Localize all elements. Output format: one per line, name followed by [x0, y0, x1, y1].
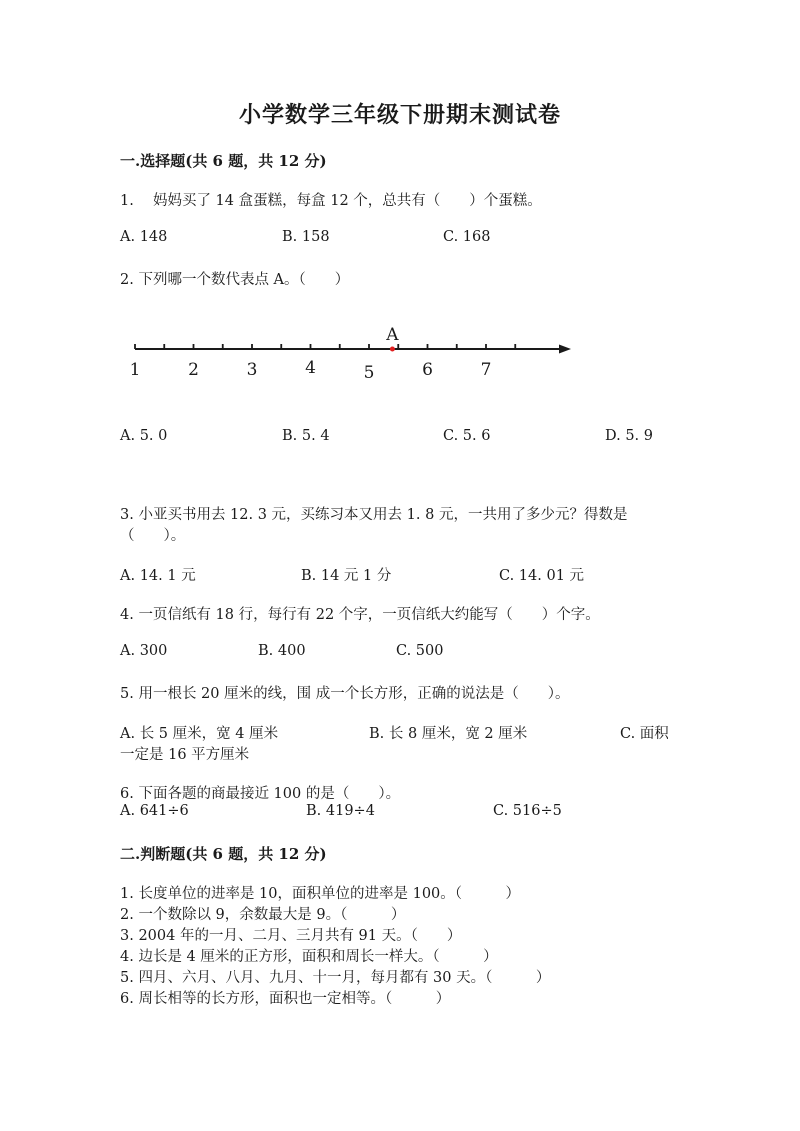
- point-a-marker: [390, 347, 395, 352]
- page-title: 小学数学三年级下册期末测试卷: [238, 102, 561, 128]
- q1-option-b[interactable]: B. 158: [282, 229, 330, 245]
- question-6: 6. 下面各题的商最接近 100 的是（ ）。: [120, 786, 401, 802]
- q6-option-b[interactable]: B. 419÷4: [306, 803, 375, 819]
- section-heading-choice: 一.选择题(共 6 题，共 12 分): [120, 152, 327, 170]
- q5-option-c-continued: 一定是 16 平方厘米: [120, 747, 250, 763]
- number-line-tick-label: 1: [129, 360, 141, 380]
- question-4: 4. 一页信纸有 18 行，每行有 22 个字，一页信纸大约能写（ ）个字。: [120, 607, 600, 623]
- q5-option-a[interactable]: A. 长 5 厘米，宽 4 厘米: [120, 726, 279, 742]
- number-line-labels: [130, 358, 492, 383]
- question-1: 1. 妈妈买了 14 盒蛋糕，每盒 12 个，总共有（ ）个蛋糕。: [120, 193, 542, 209]
- judgement-item-2: 2. 一个数除以 9，余数最大是 9。（ ）: [120, 907, 406, 923]
- number-line-tick-label: 2: [188, 360, 199, 380]
- number-line-tick-label: 3: [246, 360, 258, 380]
- q4-option-a[interactable]: A. 300: [120, 643, 168, 659]
- judgement-item-1: 1. 长度单位的进率是 10，面积单位的进率是 100。（ ）: [120, 886, 521, 902]
- question-3-line-1: 3. 小亚买书用去 12. 3 元，买练习本又用去 1. 8 元，一共用了多少元？得数是: [120, 507, 628, 523]
- number-line-tick-label: 4: [305, 358, 316, 378]
- q1-option-a[interactable]: A. 148: [120, 229, 168, 245]
- q6-option-c[interactable]: C. 516÷5: [493, 803, 562, 819]
- question-3-line-2: （ ）。: [120, 528, 186, 544]
- q2-option-d[interactable]: D. 5. 9: [605, 428, 653, 444]
- section-heading-judgement: 二.判断题(共 6 题，共 12 分): [120, 845, 327, 863]
- q5-option-c[interactable]: C. 面积: [620, 726, 669, 742]
- q6-option-a[interactable]: A. 641÷6: [120, 803, 189, 819]
- question-2: 2. 下列哪一个数代表点 A。（ ）: [120, 272, 350, 288]
- q2-option-a[interactable]: A. 5. 0: [120, 428, 168, 444]
- number-line-figure: [125, 318, 585, 388]
- q2-option-b[interactable]: B. 5. 4: [282, 428, 330, 444]
- number-line-tick-label: 5: [363, 363, 375, 383]
- q3-option-a[interactable]: A. 14. 1 元: [120, 568, 196, 584]
- number-line-tick-label: 7: [480, 360, 492, 380]
- q2-option-c[interactable]: C. 5. 6: [443, 428, 491, 444]
- point-a-label: A: [386, 325, 399, 345]
- judgement-item-3: 3. 2004 年的一月、二月、三月共有 91 天。（ ）: [120, 928, 462, 944]
- q4-option-c[interactable]: C. 500: [396, 643, 444, 659]
- q3-option-b[interactable]: B. 14 元 1 分: [301, 568, 392, 584]
- number-line-tick-label: 6: [422, 360, 433, 380]
- judgement-item-4: 4. 边长是 4 厘米的正方形，面积和周长一样大。（ ）: [120, 949, 498, 965]
- question-5: 5. 用一根长 20 厘米的线，围 成一个长方形，正确的说法是（ ）。: [120, 686, 570, 702]
- judgement-item-6: 6. 周长相等的长方形，面积也一定相等。（ ）: [120, 991, 451, 1007]
- q4-option-b[interactable]: B. 400: [258, 643, 306, 659]
- judgement-item-5: 5. 四月、六月、八月、九月、十一月，每月都有 30 天。（ ）: [120, 970, 551, 986]
- q1-option-c[interactable]: C. 168: [443, 229, 491, 245]
- q3-option-c[interactable]: C. 14. 01 元: [499, 568, 585, 584]
- q5-option-b[interactable]: B. 长 8 厘米，宽 2 厘米: [369, 726, 528, 742]
- number-line-arrow: [559, 345, 571, 354]
